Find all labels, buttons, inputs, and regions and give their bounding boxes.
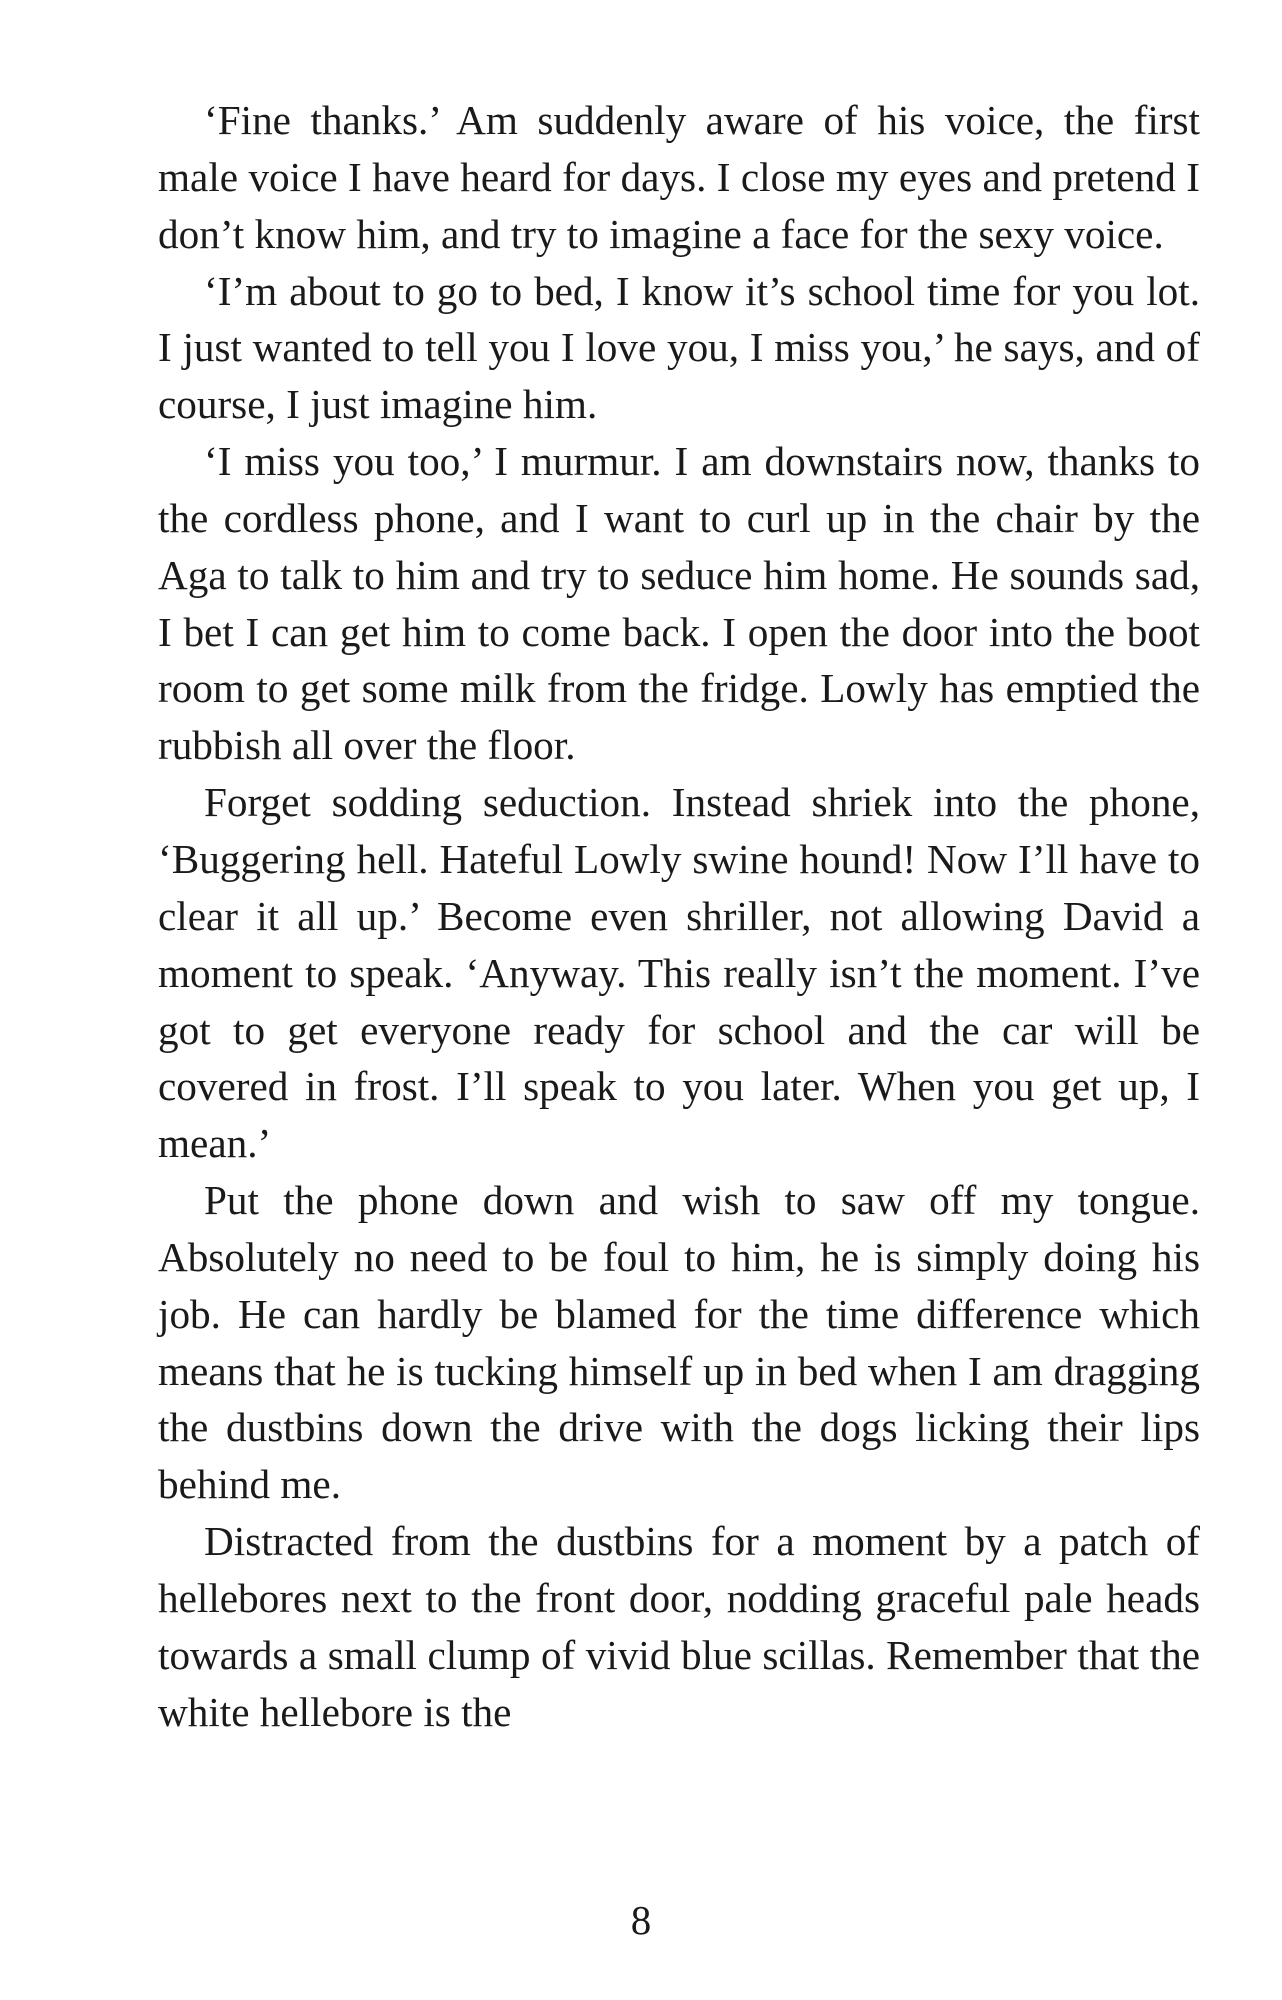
paragraph-5: Put the phone down and wish to saw off my tongue. Absolutely no need to be foul to him, he is simply doing his job. He can hardly be blamed for the time difference which means that he is tucking himself up in bed when I am dragging the dustbins down the drive with the dogs licking their lips behind me.	[158, 1177, 1200, 1508]
body-text	[158, 92, 1200, 1740]
paragraph-4: Forget sodding seduction. Instead shriek into the phone, ‘Buggering hell. Hateful Lowly swine hound! Now I’ll have to clear it all up.’ Become even shriller, not allowing David a moment to speak. ‘Anyway. This really isn’t the moment. I’ve got to get everyone ready for school and the car will be covered in frost. I’ll speak to you later. When you get up, I mean.’	[158, 779, 1200, 1167]
paragraph-3: ‘I miss you too,’ I murmur. I am downstairs now, thanks to the cordless phone, and I want to curl up in the chair by the Aga to talk to him and try to seduce him home. He sounds sad, I bet I can get him to come back. I open the door into the boot room to get some milk from the fridge. Lowly has emptied the rubbish all over the floor.	[158, 438, 1200, 769]
paragraph-6: Distracted from the dustbins for a moment by a patch of hellebores next to the front door, nodding graceful pale heads towards a small clump of vivid blue scillas. Remember that the white hellebore is the	[158, 1518, 1200, 1735]
page-number: 8	[630, 1897, 652, 1943]
paragraph-2: ‘I’m about to go to bed, I know it’s school time for you lot. I just wanted to tell you I love you, I miss you,’ he says, and of course, I just imagine him.	[158, 267, 1200, 428]
paragraph-1: ‘Fine thanks.’ Am suddenly aware of his voice, the first male voice I have heard for days. I close my eyes and pretend I don’t know him, and try to imagine a face for the sexy voice.	[158, 97, 1200, 257]
